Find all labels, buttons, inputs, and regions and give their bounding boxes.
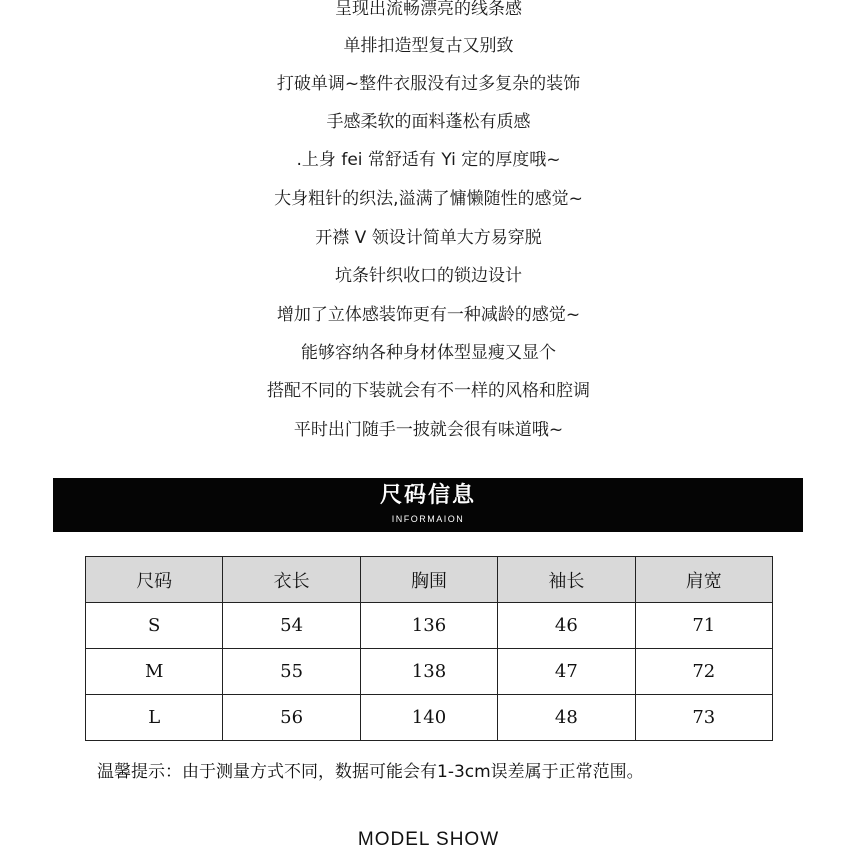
description-line: 搭配不同的下装就会有不一样的风格和腔调 — [267, 381, 590, 401]
table-row — [86, 603, 773, 649]
table-cell: 71 — [635, 603, 772, 649]
table-cell: 48 — [498, 695, 635, 741]
description-line: 大身粗针的织法,溢满了慵懒随性的感觉~ — [274, 189, 583, 209]
description-line: 呈现出流畅漂亮的线条感 — [335, 0, 522, 19]
table-cell: 73 — [635, 695, 772, 741]
table-cell: 56 — [223, 695, 360, 741]
table-cell: 54 — [223, 603, 360, 649]
table-cell: M — [86, 649, 223, 695]
header-length: 衣长 — [223, 557, 360, 603]
description-line: 能够容纳各种身材体型显瘦又显个 — [301, 343, 556, 363]
table-cell: L — [86, 695, 223, 741]
description-line: 打破单调~整件衣服没有过多复杂的装饰 — [276, 74, 581, 94]
size-info-banner — [53, 478, 803, 532]
table-cell: 47 — [498, 649, 635, 695]
model-show-heading: MODEL SHOW — [357, 829, 500, 850]
description-line: .上身 fei 常舒适有 Yi 定的厚度哦~ — [296, 150, 561, 170]
description-line: 平时出门随手一披就会很有味道哦~ — [293, 420, 564, 440]
table-cell: 138 — [360, 649, 497, 695]
description-line: 增加了立体感装饰更有一种减龄的感觉~ — [276, 305, 581, 325]
description-line: 单排扣造型复古又别致 — [343, 36, 514, 56]
description-line: 手感柔软的面料蓬松有质感 — [326, 112, 531, 132]
table-cell: S — [86, 603, 223, 649]
description-line: 开襟 V 领设计简单大方易穿脱 — [315, 228, 542, 248]
header-shoulder: 肩宽 — [635, 557, 772, 603]
section-title: 尺码信息 — [379, 483, 476, 508]
description-line: 坑条针织收口的锁边设计 — [335, 266, 522, 286]
table-cell: 46 — [498, 603, 635, 649]
table-row — [86, 649, 773, 695]
table-cell: 72 — [635, 649, 772, 695]
table-header-row — [86, 557, 773, 603]
table-row — [86, 695, 773, 741]
table-cell: 136 — [360, 603, 497, 649]
header-sleeve: 袖长 — [498, 557, 635, 603]
section-subtitle: INFORMAION — [391, 514, 465, 524]
size-table — [85, 556, 773, 741]
table-cell: 140 — [360, 695, 497, 741]
measurement-note: 温馨提示：由于测量方式不同，数据可能会有1-3cm误差属于正常范围。 — [97, 762, 644, 782]
header-bust: 胸围 — [360, 557, 497, 603]
header-size: 尺码 — [86, 557, 223, 603]
table-cell: 55 — [223, 649, 360, 695]
